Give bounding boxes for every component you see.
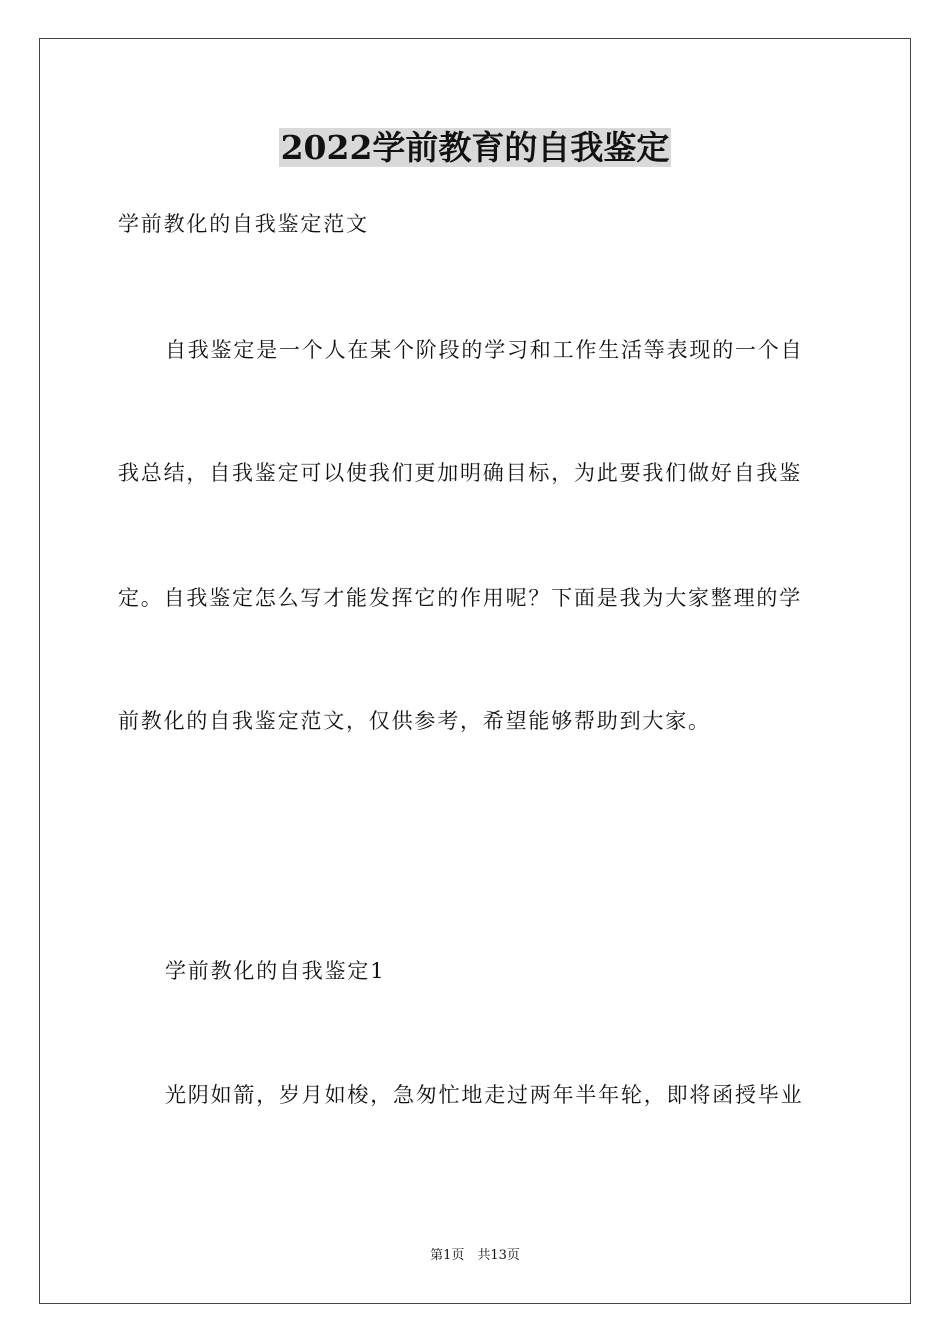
intro-paragraph-line: 我总结，自我鉴定可以使我们更加明确目标，为此要我们做好自我鉴 — [118, 461, 802, 485]
section-paragraph-line: 光阴如箭，岁月如梭，急匆忙地走过两年半年轮，即将函授毕业 — [165, 1083, 804, 1107]
document-subtitle: 学前教化的自我鉴定范文 — [118, 212, 369, 236]
intro-paragraph-line: 定。自我鉴定怎么写才能发挥它的作用呢？下面是我为大家整理的学 — [118, 586, 802, 610]
page-number-footer: 第1页 共13页 — [430, 1248, 520, 1263]
document-title — [0, 126, 950, 170]
intro-paragraph-line: 前教化的自我鉴定范文，仅供参考，希望能够帮助到大家。 — [118, 709, 711, 733]
intro-paragraph-line: 自我鉴定是一个人在某个阶段的学习和工作生活等表现的一个自 — [165, 338, 804, 362]
section-heading: 学前教化的自我鉴定1 — [165, 959, 386, 983]
document-title-text: 2022学前教育的自我鉴定 — [280, 128, 670, 167]
